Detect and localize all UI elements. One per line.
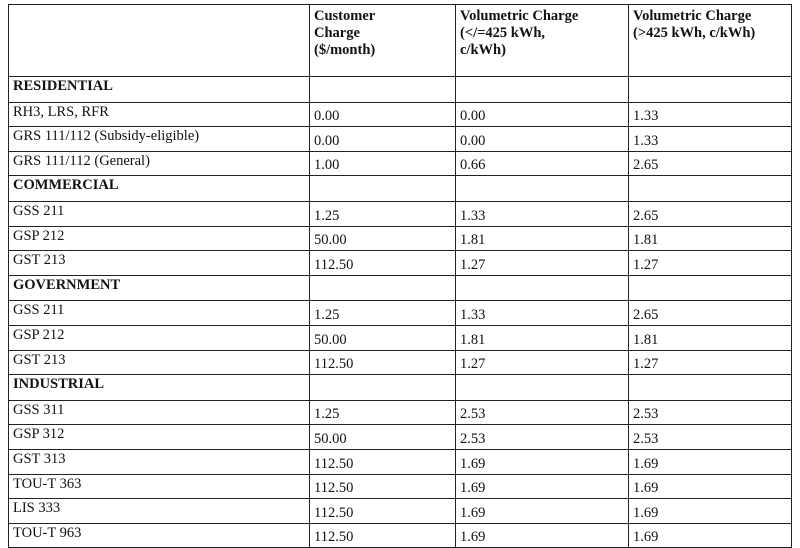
rate-name-cell: GST 213 [9, 251, 310, 276]
rate-name-cell: GST 213 [9, 350, 310, 375]
empty-cell [629, 77, 792, 103]
customer-charge-cell: 112.50 [310, 251, 456, 276]
customer-charge-cell: 50.00 [310, 425, 456, 450]
rate-name-cell: GSP 312 [9, 425, 310, 450]
volumetric-low-cell: 1.27 [456, 350, 629, 375]
table-row [9, 151, 792, 176]
rate-name-cell: GST 313 [9, 449, 310, 474]
customer-charge-cell: 0.00 [310, 102, 456, 127]
header-line: c/kWh) [460, 42, 506, 58]
empty-cell [310, 77, 456, 103]
table-row [9, 400, 792, 425]
rate-name-cell: GRS 111/112 (General) [9, 151, 310, 176]
rate-name-cell: TOU-T 963 [9, 523, 310, 548]
rate-name-cell: GSP 212 [9, 325, 310, 350]
volumetric-low-cell: 1.69 [456, 449, 629, 474]
empty-cell [456, 176, 629, 202]
table-row [9, 251, 792, 276]
empty-cell [310, 375, 456, 401]
section-header-row [9, 176, 792, 202]
header-line: (</=425 kWh, [460, 25, 546, 41]
rate-name-cell: TOU-T 363 [9, 474, 310, 499]
customer-charge-cell: 112.50 [310, 499, 456, 524]
header-row [9, 5, 792, 77]
table-row [9, 201, 792, 226]
volumetric-low-cell: 1.81 [456, 226, 629, 251]
rate-name-cell: GSS 211 [9, 301, 310, 326]
table-row [9, 499, 792, 524]
customer-charge-cell: 1.25 [310, 201, 456, 226]
volumetric-high-cell: 2.65 [629, 201, 792, 226]
customer-charge-cell: 112.50 [310, 449, 456, 474]
customer-charge-cell: 0.00 [310, 127, 456, 152]
table-header [9, 5, 792, 77]
header-volumetric-high [629, 5, 792, 77]
table-row [9, 102, 792, 127]
volumetric-high-cell: 1.81 [629, 226, 792, 251]
empty-cell [456, 77, 629, 103]
table-row [9, 523, 792, 548]
volumetric-low-cell: 1.27 [456, 251, 629, 276]
volumetric-low-cell: 1.69 [456, 474, 629, 499]
header-line: ($/month) [314, 42, 376, 58]
rate-name-cell: GSS 211 [9, 201, 310, 226]
header-line: Volumetric Charge [460, 8, 579, 24]
volumetric-low-cell: 0.00 [456, 127, 629, 152]
volumetric-low-cell: 0.66 [456, 151, 629, 176]
section-title: RESIDENTIAL [9, 77, 310, 103]
rate-name-cell: LIS 333 [9, 499, 310, 524]
volumetric-high-cell: 1.69 [629, 499, 792, 524]
volumetric-high-cell: 2.53 [629, 400, 792, 425]
section-header-row [9, 77, 792, 103]
volumetric-low-cell: 1.81 [456, 325, 629, 350]
table-row [9, 226, 792, 251]
volumetric-high-cell: 2.65 [629, 151, 792, 176]
header-line: Charge [314, 25, 360, 41]
customer-charge-cell: 50.00 [310, 226, 456, 251]
section-title: INDUSTRIAL [9, 375, 310, 401]
table-row [9, 325, 792, 350]
volumetric-low-cell: 0.00 [456, 102, 629, 127]
section-header-row [9, 375, 792, 401]
volumetric-high-cell: 1.33 [629, 127, 792, 152]
empty-cell [629, 275, 792, 301]
customer-charge-cell: 112.50 [310, 523, 456, 548]
empty-cell [456, 375, 629, 401]
volumetric-low-cell: 1.33 [456, 201, 629, 226]
customer-charge-cell: 112.50 [310, 350, 456, 375]
volumetric-high-cell: 1.69 [629, 474, 792, 499]
rate-name-cell: RH3, LRS, RFR [9, 102, 310, 127]
header-line: Customer [314, 8, 376, 24]
section-header-row [9, 275, 792, 301]
table-body [9, 77, 792, 548]
header-line: (>425 kWh, c/kWh) [633, 25, 756, 41]
volumetric-high-cell: 1.27 [629, 350, 792, 375]
section-title: GOVERNMENT [9, 275, 310, 301]
header-line: Volumetric Charge [633, 8, 752, 24]
volumetric-low-cell: 2.53 [456, 400, 629, 425]
table-row [9, 449, 792, 474]
volumetric-high-cell: 1.81 [629, 325, 792, 350]
volumetric-high-cell: 2.53 [629, 425, 792, 450]
volumetric-low-cell: 2.53 [456, 425, 629, 450]
empty-cell [629, 375, 792, 401]
empty-cell [629, 176, 792, 202]
rate-name-cell: GSP 212 [9, 226, 310, 251]
volumetric-high-cell: 1.69 [629, 449, 792, 474]
customer-charge-cell: 1.25 [310, 400, 456, 425]
table-row [9, 350, 792, 375]
table-row [9, 127, 792, 152]
section-title: COMMERCIAL [9, 176, 310, 202]
table-row [9, 425, 792, 450]
volumetric-low-cell: 1.33 [456, 301, 629, 326]
customer-charge-cell: 1.25 [310, 301, 456, 326]
volumetric-high-cell: 1.69 [629, 523, 792, 548]
volumetric-high-cell: 1.33 [629, 102, 792, 127]
volumetric-high-cell: 1.27 [629, 251, 792, 276]
customer-charge-cell: 112.50 [310, 474, 456, 499]
table-row [9, 301, 792, 326]
customer-charge-cell: 1.00 [310, 151, 456, 176]
rate-name-cell: GSS 311 [9, 400, 310, 425]
tariff-table [8, 4, 792, 548]
empty-cell [310, 176, 456, 202]
header-rate-class [9, 5, 310, 77]
volumetric-low-cell: 1.69 [456, 523, 629, 548]
volumetric-low-cell: 1.69 [456, 499, 629, 524]
volumetric-high-cell: 2.65 [629, 301, 792, 326]
empty-cell [456, 275, 629, 301]
table-row [9, 474, 792, 499]
header-volumetric-low [456, 5, 629, 77]
header-customer-charge [310, 5, 456, 77]
rate-name-cell: GRS 111/112 (Subsidy-eligible) [9, 127, 310, 152]
customer-charge-cell: 50.00 [310, 325, 456, 350]
empty-cell [310, 275, 456, 301]
